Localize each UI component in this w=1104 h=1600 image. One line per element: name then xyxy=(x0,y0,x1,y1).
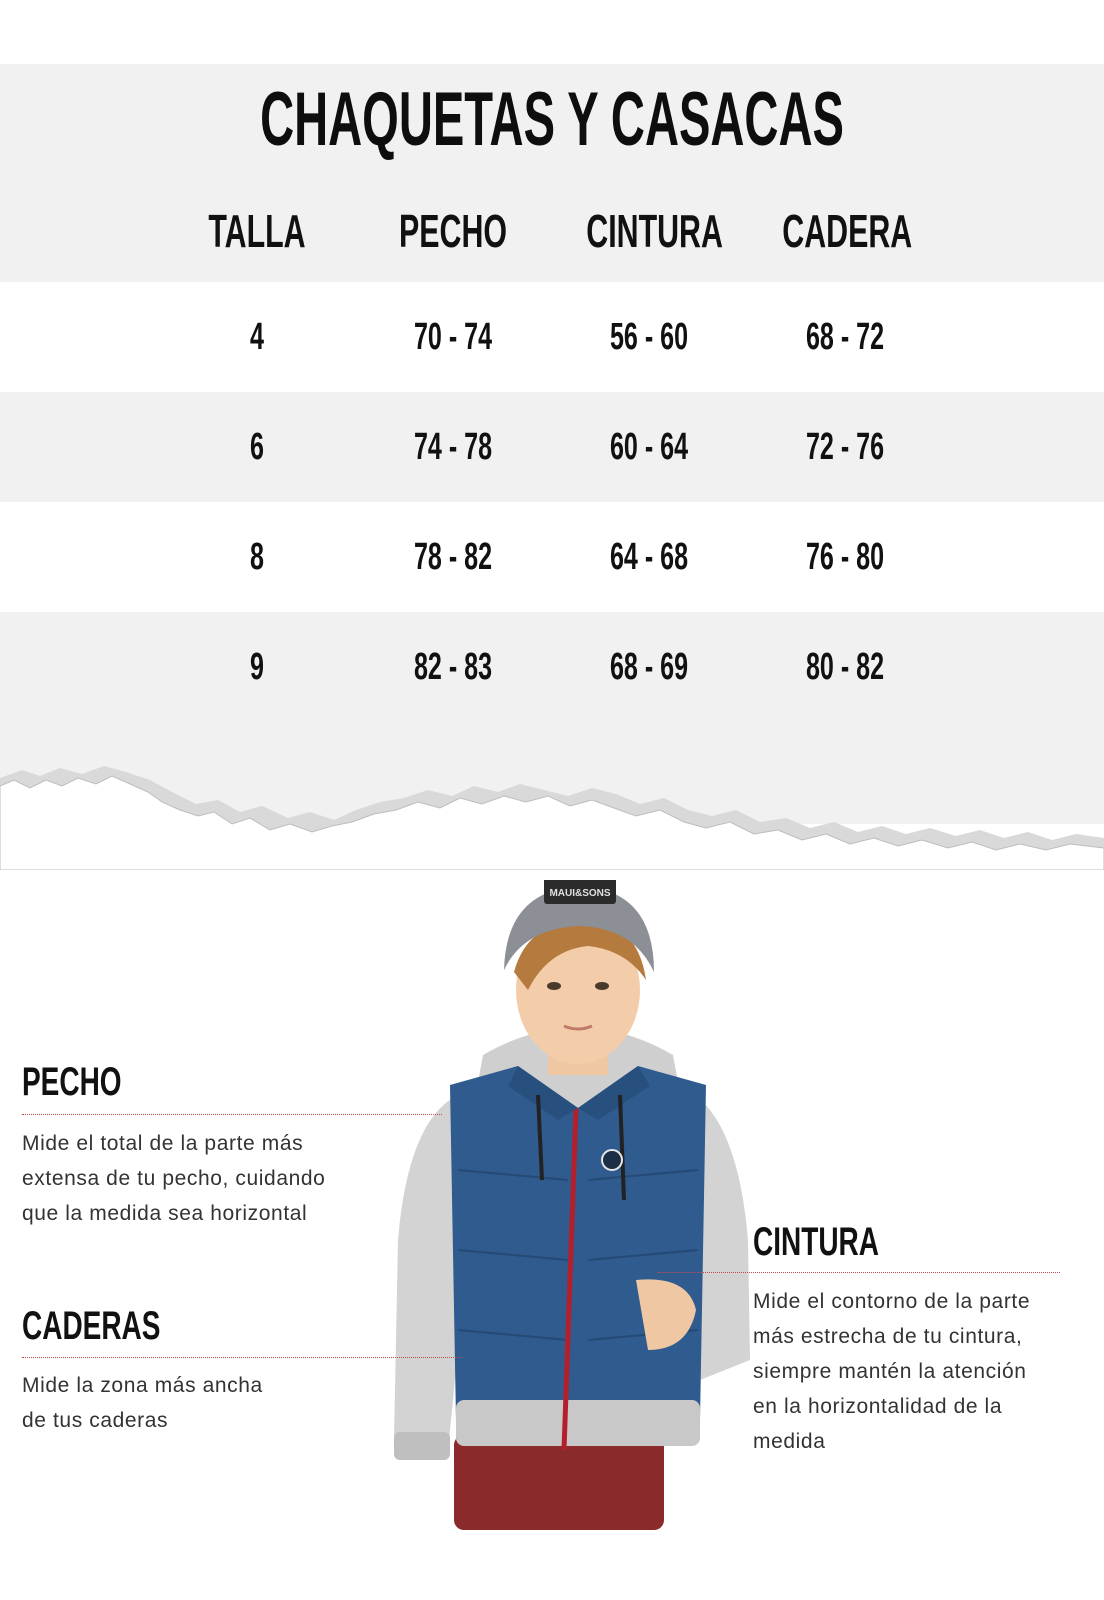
cintura-line: Mide el contorno de la parte xyxy=(753,1290,1031,1313)
cell-cadera: 68 - 72 xyxy=(805,316,885,358)
cell-cadera: 76 - 80 xyxy=(805,536,885,578)
cell-cintura: 56 - 60 xyxy=(609,316,689,358)
caderas-guide-line xyxy=(22,1357,462,1358)
beanie-patch-text: MAUI&SONS xyxy=(549,888,611,899)
cell-pecho: 82 - 83 xyxy=(413,646,493,688)
cell-pecho: 74 - 78 xyxy=(413,426,493,468)
cell-cadera: 80 - 82 xyxy=(805,646,885,688)
pecho-guide-line xyxy=(22,1114,442,1115)
cell-talla: 9 xyxy=(250,646,264,688)
child-model-figure xyxy=(388,880,768,1530)
cintura-description xyxy=(753,1284,1030,1459)
cell-talla: 8 xyxy=(250,536,264,578)
pecho-line: que la medida sea horizontal xyxy=(22,1202,308,1225)
cell-talla: 4 xyxy=(250,316,264,358)
cell-talla: 6 xyxy=(250,426,264,468)
caderas-line: Mide la zona más ancha xyxy=(22,1374,263,1397)
caderas-line: de tus caderas xyxy=(22,1409,169,1432)
cell-cadera: 72 - 76 xyxy=(805,426,885,468)
table-row xyxy=(0,392,1104,502)
cintura-line: siempre mantén la atención xyxy=(753,1360,1027,1383)
cell-cintura: 64 - 68 xyxy=(609,536,689,578)
cintura-line: medida xyxy=(753,1430,826,1453)
header-pecho: PECHO xyxy=(399,205,507,257)
pecho-title: PECHO xyxy=(22,1060,122,1104)
page-title: CHAQUETAS Y CASACAS xyxy=(260,77,844,162)
cell-cintura: 68 - 69 xyxy=(609,646,689,688)
pecho-description xyxy=(22,1126,325,1231)
cintura-line: en la horizontalidad de la xyxy=(753,1395,1003,1418)
caderas-description xyxy=(22,1368,263,1438)
cintura-line: más estrecha de tu cintura, xyxy=(753,1325,1023,1348)
caderas-title: CADERAS xyxy=(22,1304,161,1348)
cell-cintura: 60 - 64 xyxy=(609,426,689,468)
pants xyxy=(454,1435,664,1530)
cintura-title: CINTURA xyxy=(753,1220,879,1264)
pecho-line: extensa de tu pecho, cuidando xyxy=(22,1167,326,1190)
vest-badge xyxy=(602,1150,622,1170)
cintura-guide-line xyxy=(658,1272,1060,1273)
pecho-line: Mide el total de la parte más xyxy=(22,1132,304,1155)
cell-pecho: 78 - 82 xyxy=(413,536,493,578)
table-row xyxy=(0,282,1104,392)
header-cintura: CINTURA xyxy=(586,205,723,257)
jacket-hem xyxy=(456,1400,700,1446)
header-cadera: CADERA xyxy=(782,205,913,257)
cell-pecho: 70 - 74 xyxy=(413,316,493,358)
table-row xyxy=(0,502,1104,612)
torn-paper-edge xyxy=(0,740,1104,870)
table-row xyxy=(0,612,1104,722)
header-talla: TALLA xyxy=(208,205,306,257)
